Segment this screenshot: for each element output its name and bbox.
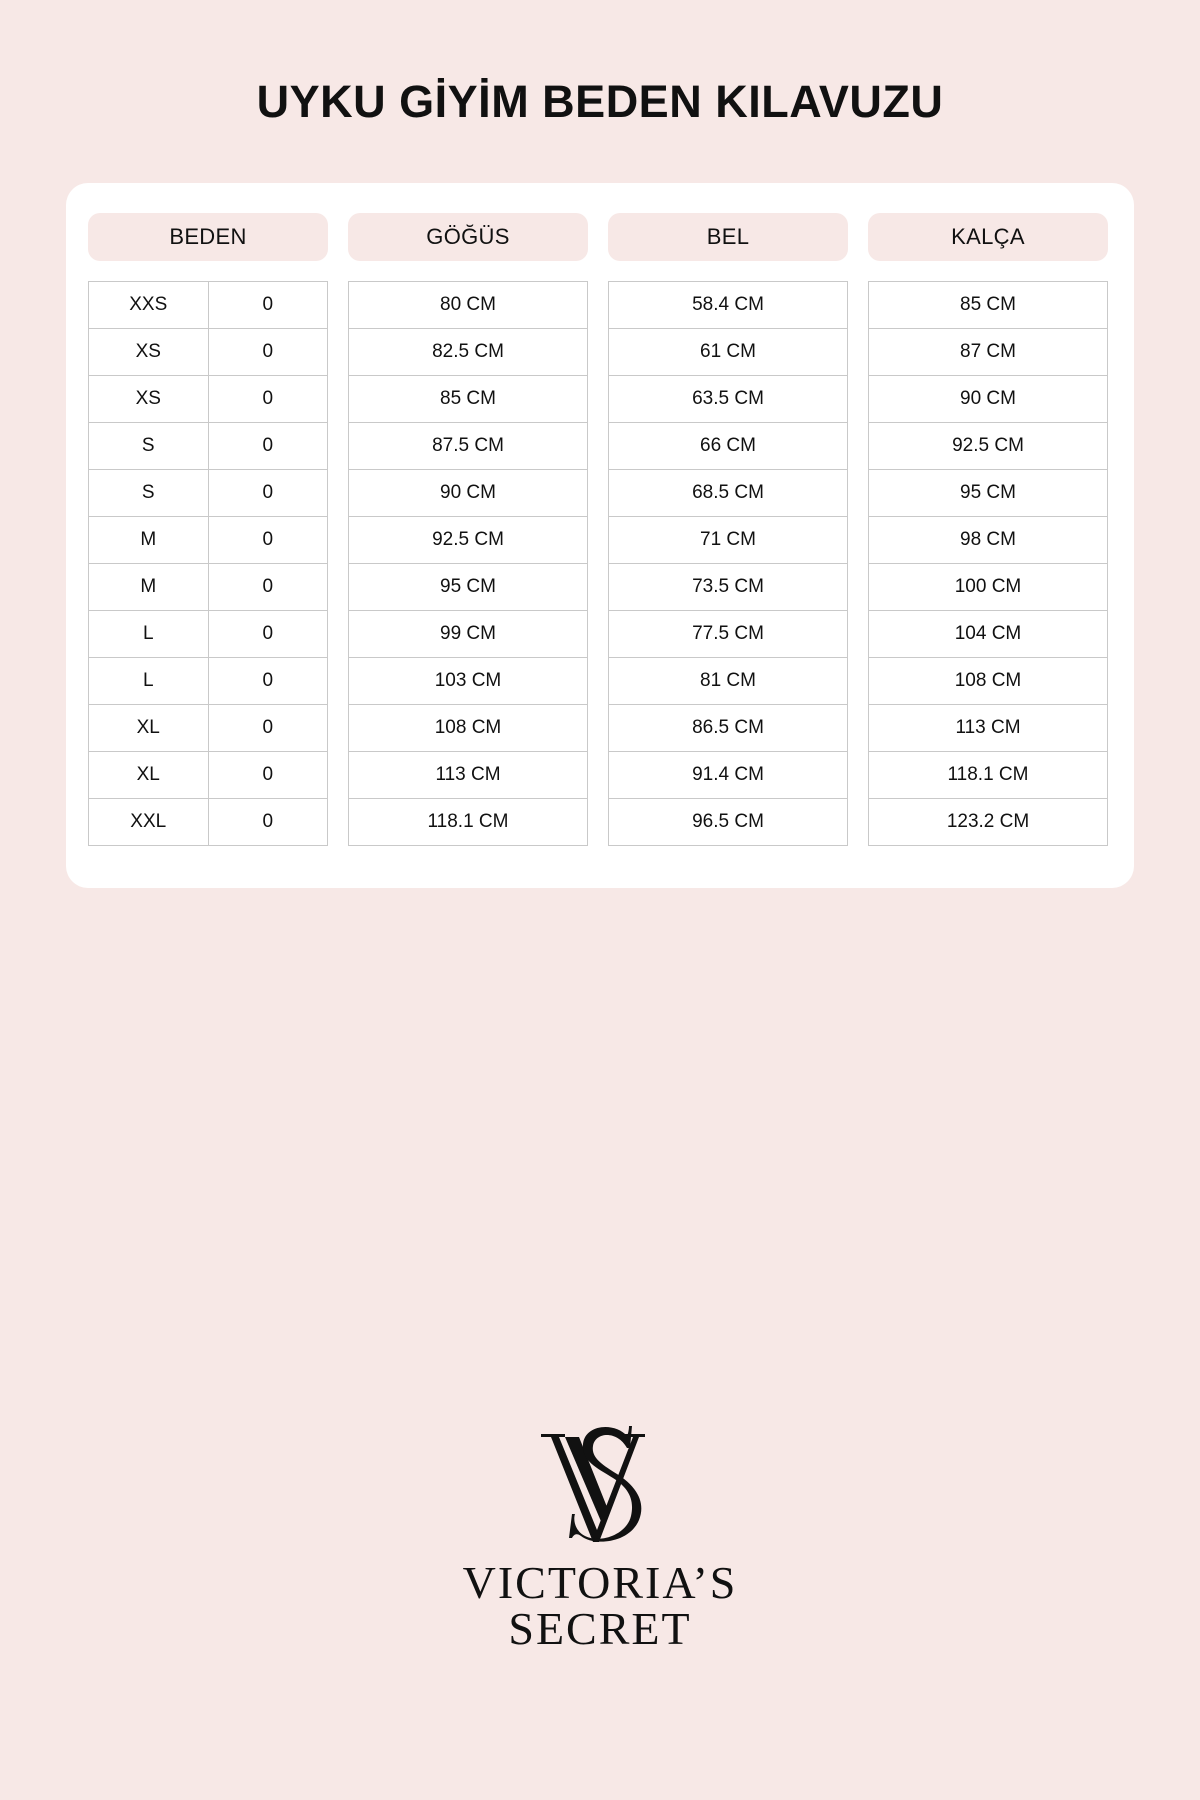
table-row xyxy=(869,799,1108,846)
table-row xyxy=(349,564,588,611)
table-row xyxy=(89,376,328,423)
chest-cell: 85 CM xyxy=(349,376,588,423)
brand-name-line2: SECRET xyxy=(508,1603,692,1654)
table-row xyxy=(609,470,848,517)
brand-logo xyxy=(0,1420,1200,1652)
table-row xyxy=(89,752,328,799)
table-row xyxy=(89,564,328,611)
table-row xyxy=(869,470,1108,517)
table-row xyxy=(869,376,1108,423)
chest-table xyxy=(348,281,588,846)
size-number-cell: 0 xyxy=(208,752,328,799)
table-row xyxy=(89,329,328,376)
waist-cell: 81 CM xyxy=(609,658,848,705)
waist-cell: 58.4 CM xyxy=(609,282,848,329)
brand-name-line1: VICTORIA’S xyxy=(462,1557,738,1608)
table-row xyxy=(349,282,588,329)
size-cell: XXL xyxy=(89,799,209,846)
table-row xyxy=(869,423,1108,470)
chest-cell: 95 CM xyxy=(349,564,588,611)
table-row xyxy=(349,517,588,564)
table-row xyxy=(89,611,328,658)
chest-cell: 103 CM xyxy=(349,658,588,705)
hip-cell: 118.1 CM xyxy=(869,752,1108,799)
size-cell: S xyxy=(89,423,209,470)
table-row xyxy=(89,705,328,752)
size-cell: S xyxy=(89,470,209,517)
size-number-cell: 0 xyxy=(208,517,328,564)
chest-cell: 118.1 CM xyxy=(349,799,588,846)
size-number-cell: 0 xyxy=(208,282,328,329)
size-number-cell: 0 xyxy=(208,376,328,423)
table-row xyxy=(349,329,588,376)
table-row xyxy=(609,658,848,705)
table-row xyxy=(609,564,848,611)
waist-cell: 68.5 CM xyxy=(609,470,848,517)
table-row xyxy=(349,752,588,799)
chest-cell: 82.5 CM xyxy=(349,329,588,376)
table-row xyxy=(89,470,328,517)
size-cell: M xyxy=(89,564,209,611)
size-number-cell: 0 xyxy=(208,658,328,705)
table-row xyxy=(609,329,848,376)
waist-cell: 71 CM xyxy=(609,517,848,564)
size-number-cell: 0 xyxy=(208,705,328,752)
table-row xyxy=(869,705,1108,752)
waist-cell: 73.5 CM xyxy=(609,564,848,611)
table-row xyxy=(609,611,848,658)
size-column xyxy=(88,213,328,846)
hip-column xyxy=(868,213,1108,846)
table-row xyxy=(89,282,328,329)
hip-cell: 98 CM xyxy=(869,517,1108,564)
table-row xyxy=(609,282,848,329)
hip-header: KALÇA xyxy=(868,213,1108,261)
table-row xyxy=(89,517,328,564)
waist-cell: 61 CM xyxy=(609,329,848,376)
waist-cell: 77.5 CM xyxy=(609,611,848,658)
size-cell: L xyxy=(89,658,209,705)
table-row xyxy=(869,752,1108,799)
size-table xyxy=(88,281,328,846)
chest-cell: 90 CM xyxy=(349,470,588,517)
table-row xyxy=(89,423,328,470)
size-number-cell: 0 xyxy=(208,329,328,376)
waist-column xyxy=(608,213,848,846)
waist-header: BEL xyxy=(608,213,848,261)
size-chart-card xyxy=(66,183,1134,888)
hip-cell: 92.5 CM xyxy=(869,423,1108,470)
size-number-cell: 0 xyxy=(208,423,328,470)
table-row xyxy=(349,611,588,658)
waist-cell: 96.5 CM xyxy=(609,799,848,846)
table-row xyxy=(349,470,588,517)
table-row xyxy=(349,705,588,752)
waist-table xyxy=(608,281,848,846)
table-row xyxy=(869,282,1108,329)
table-row xyxy=(349,423,588,470)
hip-cell: 108 CM xyxy=(869,658,1108,705)
table-row xyxy=(609,799,848,846)
chest-cell: 113 CM xyxy=(349,752,588,799)
chest-cell: 92.5 CM xyxy=(349,517,588,564)
waist-cell: 63.5 CM xyxy=(609,376,848,423)
table-row xyxy=(609,423,848,470)
size-cell: XL xyxy=(89,705,209,752)
size-number-cell: 0 xyxy=(208,611,328,658)
hip-cell: 113 CM xyxy=(869,705,1108,752)
table-row xyxy=(89,658,328,705)
chest-cell: 87.5 CM xyxy=(349,423,588,470)
size-header: BEDEN xyxy=(88,213,328,261)
waist-cell: 66 CM xyxy=(609,423,848,470)
hip-cell: 87 CM xyxy=(869,329,1108,376)
size-cell: XXS xyxy=(89,282,209,329)
waist-cell: 91.4 CM xyxy=(609,752,848,799)
chest-column xyxy=(348,213,588,846)
size-number-cell: 0 xyxy=(208,799,328,846)
hip-cell: 100 CM xyxy=(869,564,1108,611)
size-number-cell: 0 xyxy=(208,564,328,611)
table-row xyxy=(869,329,1108,376)
size-cell: XS xyxy=(89,376,209,423)
hip-cell: 85 CM xyxy=(869,282,1108,329)
chest-cell: 99 CM xyxy=(349,611,588,658)
hip-cell: 95 CM xyxy=(869,470,1108,517)
size-number-cell: 0 xyxy=(208,470,328,517)
table-row xyxy=(349,799,588,846)
table-row xyxy=(869,564,1108,611)
table-row xyxy=(89,799,328,846)
chest-header: GÖĞÜS xyxy=(348,213,588,261)
size-cell: L xyxy=(89,611,209,658)
table-row xyxy=(349,658,588,705)
hip-cell: 104 CM xyxy=(869,611,1108,658)
vs-monogram-icon xyxy=(535,1420,665,1560)
table-row xyxy=(869,658,1108,705)
hip-table xyxy=(868,281,1108,846)
size-cell: XS xyxy=(89,329,209,376)
size-cell: XL xyxy=(89,752,209,799)
table-row xyxy=(609,376,848,423)
table-row xyxy=(609,705,848,752)
table-row xyxy=(869,517,1108,564)
size-cell: M xyxy=(89,517,209,564)
page-title: UYKU GİYİM BEDEN KILAVUZU xyxy=(256,76,944,127)
waist-cell: 86.5 CM xyxy=(609,705,848,752)
chest-cell: 108 CM xyxy=(349,705,588,752)
table-row xyxy=(609,517,848,564)
table-row xyxy=(349,376,588,423)
table-row xyxy=(609,752,848,799)
chest-cell: 80 CM xyxy=(349,282,588,329)
table-row xyxy=(869,611,1108,658)
hip-cell: 90 CM xyxy=(869,376,1108,423)
hip-cell: 123.2 CM xyxy=(869,799,1108,846)
